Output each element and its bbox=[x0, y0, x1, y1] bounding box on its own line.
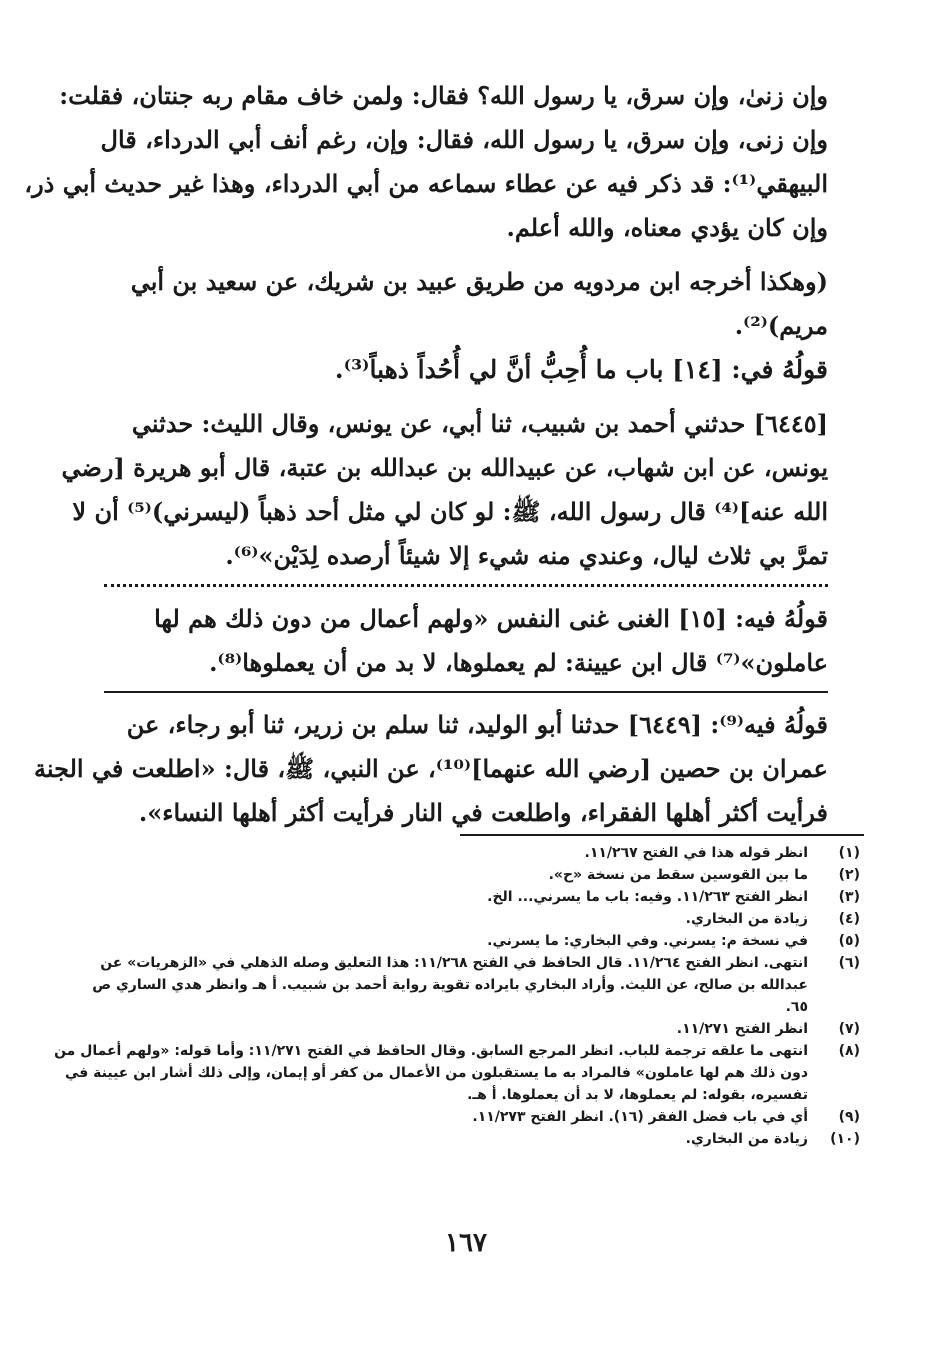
text-line: فرأيت أكثر أهلها الفقراء، واطلعت في النار فرأيت أكثر أهلها النساء». bbox=[138, 798, 828, 827]
footnote-text: تفسيره، بقوله: لم يعملوها، لا بد أن يعملوها. أ هـ. bbox=[467, 1087, 808, 1103]
hadith-6445 bbox=[61, 402, 828, 578]
solid-divider bbox=[104, 691, 828, 693]
footnote-text: أي في باب فضل الفقر (١٦). انظر الفتح ١١/٢٧٣. bbox=[472, 1109, 808, 1125]
dotted-divider bbox=[104, 584, 828, 587]
footnote-separator bbox=[460, 834, 864, 836]
paragraph-2 bbox=[104, 260, 828, 348]
footnote-number: (٤) bbox=[838, 911, 860, 927]
text-line: وإن زنىٰ، وإن سرق، يا رسول الله؟ فقال: ولمن خاف مقام ربه جنتان، فقلت: bbox=[59, 81, 828, 110]
footnote-2 bbox=[104, 864, 860, 886]
hadith-6449 bbox=[33, 703, 828, 835]
footnote-text: في نسخة م: يسرني. وفي البخاري: ما يسرني. bbox=[487, 933, 808, 949]
footnote-number: (٢) bbox=[838, 867, 860, 883]
footnote-8 bbox=[54, 1040, 860, 1106]
text-line: عاملون»⁽⁷⁾ قال ابن عيينة: لم يعملوها، لا بد من أن يعملوها⁽⁸⁾. bbox=[209, 648, 828, 677]
paragraph-1 bbox=[24, 74, 828, 250]
text-line: [٦٤٤٥] حدثني أحمد بن شبيب، ثنا أبي، عن يونس، وقال الليث: حدثني bbox=[131, 409, 828, 438]
footnote-number: (٦) bbox=[838, 955, 860, 971]
footnote-number: (٩) bbox=[838, 1109, 860, 1125]
footnote-9 bbox=[104, 1106, 860, 1128]
footnote-text: انظر الفتح ١١/٢٦٣. وفيه: باب ما يسرني... الخ. bbox=[487, 889, 808, 905]
footnote-6 bbox=[92, 952, 860, 1018]
footnote-10 bbox=[104, 1128, 860, 1150]
footnote-text: انظر قوله هذا في الفتح ١١/٢٦٧. bbox=[584, 845, 808, 861]
footnotes bbox=[54, 842, 860, 1150]
footnote-number: (٨) bbox=[838, 1043, 860, 1059]
footnote-number: (١٠) bbox=[830, 1131, 860, 1147]
footnote-text: ٦٥. bbox=[785, 999, 808, 1015]
footnote-text: ما بين القوسين سقط من نسخة «ح». bbox=[548, 867, 808, 883]
text-line: وإن زنى، وإن سرق، يا رسول الله، فقال: وإن، رغم أنف أبي الدرداء، قال bbox=[100, 125, 828, 154]
footnote-3 bbox=[104, 886, 860, 908]
footnote-text: انظر الفتح ١١/٢٧١. bbox=[676, 1021, 808, 1037]
footnote-number: (٥) bbox=[838, 933, 860, 949]
footnote-1 bbox=[104, 842, 860, 864]
section-15 bbox=[104, 597, 828, 685]
page-number: ١٦٧ bbox=[445, 1228, 487, 1258]
footnote-number: (٣) bbox=[838, 889, 860, 905]
text-line: قولُهُ فيه⁽⁹⁾: [٦٤٤٩] حدثنا أبو الوليد، ثنا سلم بن زرير، ثنا أبو رجاء، عن bbox=[126, 710, 828, 739]
text-line: البيهقي⁽¹⁾: قد ذكر فيه عن عطاء سماعه من أبي الدرداء، وهذا غير حديث أبي ذر، bbox=[24, 169, 828, 198]
text-line: تمرَّ بي ثلاث ليال، وعندي منه شيء إلا شيئاً أرصده لِدَيْن»⁽⁶⁾. bbox=[225, 541, 828, 570]
footnote-number: (٧) bbox=[838, 1021, 860, 1037]
footnote-4 bbox=[104, 908, 860, 930]
text-line: وإن كان يؤدي معناه، والله أعلم. bbox=[506, 213, 828, 242]
footnote-number: (١) bbox=[838, 845, 860, 861]
footnote-7 bbox=[104, 1018, 860, 1040]
footnote-text: انتهى. انظر الفتح ١١/٢٦٤. قال الحافظ في الفتح ١١/٢٦٨: هذا التعليق وصله الذهلي في «الزهريات» عن bbox=[100, 955, 808, 971]
text-line: يونس، عن ابن شهاب، عن عبيدالله بن عبدالله بن عتبة، قال أبو هريرة [رضي bbox=[61, 453, 828, 482]
footnote-text: زيادة من البخاري. bbox=[685, 911, 808, 927]
text-line: مريم)⁽²⁾. bbox=[734, 311, 828, 340]
text-line: الله عنه]⁽⁴⁾ قال رسول الله، ﷺ: لو كان لي مثل أحد ذهباً (ليسرني)⁽⁵⁾ أن لا bbox=[72, 497, 828, 526]
text-line: قولُهُ فيه: [١٥] الغنى غنى النفس «ولهم أعمال من دون ذلك هم لها bbox=[154, 604, 828, 633]
main-text bbox=[24, 74, 828, 835]
text-line: (وهكذا أخرجه ابن مردويه من طريق عبيد بن شريك، عن سعيد بن أبي bbox=[130, 267, 828, 296]
footnote-text: دون ذلك هم لها عاملون» فالمراد به ما يستقبلون من الأعمال من كفر أو إيمان، وإلى ذلك أشار ابن عيينة في bbox=[64, 1065, 808, 1081]
footnote-5 bbox=[104, 930, 860, 952]
footnote-text: عبدالله بن صالح، عن الليث. وأراد البخاري بايراده تقوية رواية أحمد بن شبيب. أ هـ وانظر هدي الساري ص bbox=[92, 977, 808, 993]
section-heading-14: قولُهُ في: [١٤] باب ما أُحِبُّ أنَّ لي أُحُداً ذهباً⁽³⁾. bbox=[334, 355, 828, 384]
text-line: عمران بن حصين [رضي الله عنهما]⁽¹⁰⁾، عن النبي، ﷺ، قال: «اطلعت في الجنة bbox=[33, 754, 828, 783]
footnote-text: انتهى ما علقه ترجمة للباب. انظر المرجع السابق. وقال الحافظ في الفتح ١١/٢٧١: وأما قوله: «ولهم أعمال من bbox=[54, 1043, 808, 1059]
footnote-text: زيادة من البخاري. bbox=[685, 1131, 808, 1147]
